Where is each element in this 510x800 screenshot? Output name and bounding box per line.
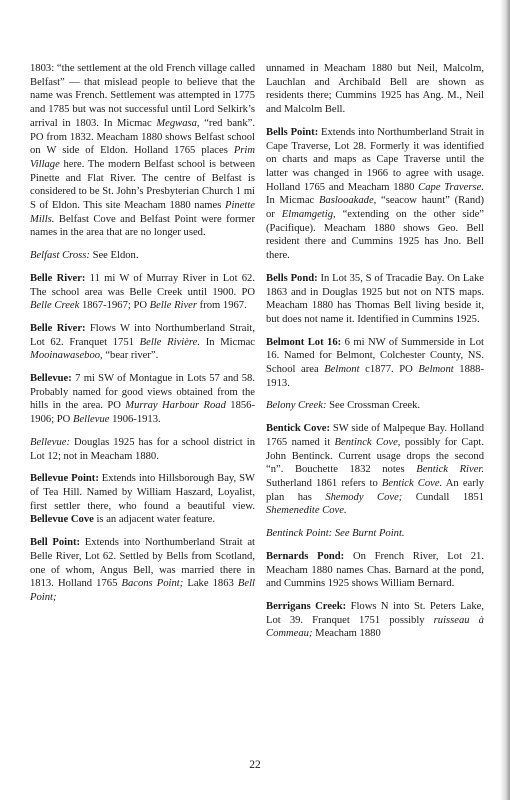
entry-text: Flows N into St. Peters Lake, Lot 39. Franquet 1751 possibly bbox=[266, 600, 485, 626]
entry-belle-river-2 bbox=[30, 322, 255, 363]
entry-text: possibly for Capt. John Bentinck. Current usage drops the second “n”. Bouchette 1832 notes bbox=[266, 436, 484, 476]
entry-text: In Micmac bbox=[266, 195, 319, 207]
entry-headword: Bellevue Point: bbox=[30, 473, 99, 485]
entry-bells-pond bbox=[266, 272, 484, 327]
entry-headword: Bentick Cove: bbox=[266, 423, 331, 435]
entry-text: SW side of Malpeque Bay. Holland 1765 named it bbox=[266, 423, 484, 448]
entry-text: Meacham 1880 bbox=[312, 628, 381, 640]
italic-name: Belle Creek bbox=[30, 300, 80, 312]
entry-bell-point bbox=[30, 536, 255, 605]
entry-text: “seacow haunt” (Rand) or bbox=[266, 195, 484, 221]
entry-bentick-cove bbox=[266, 422, 484, 518]
italic-name: Bacons Point; bbox=[121, 578, 184, 590]
entry-belle-river-1 bbox=[30, 272, 255, 313]
italic-name: Shemody Cove; bbox=[325, 491, 403, 503]
entry-text: Extends into Hillsborough Bay, SW of Tea Hill. Named by William Haszard, Loyalist, first settler there, who found a beautiful view. bbox=[30, 473, 255, 512]
entry-belfast-cross bbox=[30, 249, 255, 263]
italic-name: Baslooakade, bbox=[318, 195, 377, 207]
italic-name: Belmont bbox=[418, 364, 454, 376]
entry-belmont-lot-16 bbox=[266, 336, 484, 391]
entry-bell-point-cont bbox=[266, 62, 484, 117]
italic-name: Elmamgetig, bbox=[281, 209, 336, 221]
entry-text: Extends into Northumberland Strait at Belle River, Lot 62. Settled by Bells from Scotland, one of whom, Angus Bell, was married there in 1813. Holland 1765 bbox=[30, 537, 255, 590]
italic-name: Belmont bbox=[324, 364, 360, 376]
italic-name: ruisseau à Commeau; bbox=[266, 614, 484, 640]
italic-name: Bentick Cove. bbox=[381, 477, 443, 489]
entry-text: An early plan has bbox=[266, 477, 484, 503]
entry-text: In Micmac bbox=[200, 336, 255, 348]
italic-name: Mooinawaseboo, bbox=[30, 350, 103, 362]
entry-text: “red bank”. PO from 1832. Meacham 1880 shows Belfast school on W side of Eldon. Holland 1765 places bbox=[30, 117, 255, 157]
entry-text: In Lot 35, S of Tracadie Bay. On Lake 1863 and in Douglas 1925 but not on NTS maps. Meacham 1880 has Thomas Bell living beside it, but does not name it. Identified in Cummins 1925. bbox=[266, 272, 484, 325]
entry-text: Belfast Cove and Belfast Point were former names in the area that are no longer used. bbox=[30, 213, 255, 239]
left-column bbox=[30, 62, 255, 614]
page-number: 22 bbox=[249, 759, 261, 771]
entry-headword: Berrigans Creek: bbox=[266, 600, 347, 612]
entry-text: 11 mi W of Murray River in Lot 62. The school area was Belle Creek until 1900. PO bbox=[30, 272, 255, 298]
entry-text: 1803: “the settlement at the old French village called Belfast” — that mislead people to believe that the name was French. Settlement was attempted in 1775 and 1785 but was not successful until Lord Selkirk’s arrival in 1803. In Micmac bbox=[30, 63, 255, 129]
italic-name: Belle River bbox=[149, 300, 198, 312]
italic-name: Cape Traverse. bbox=[418, 181, 484, 193]
entry-headword: Belle River: bbox=[30, 322, 86, 334]
italic-name: Megwasa, bbox=[156, 117, 200, 129]
italic-name: Bellevue bbox=[72, 414, 110, 426]
italic-name: Bentick River. bbox=[416, 464, 484, 476]
entry-text: 6 mi NW of Summerside in Lot 16. Named for Belmont, Colchester County, NS. School area bbox=[266, 336, 485, 376]
entry-headword: Bells Pond: bbox=[266, 272, 318, 284]
entry-text: from 1967. bbox=[197, 300, 247, 312]
entry-text: unnamed in Meacham 1880 but Neil, Malcolm, Lauchlan and Archibald Bell are shown as residents there; Cummins 1925 has Ang. M., Neil and Malcolm Bell. bbox=[266, 63, 484, 116]
italic-name: Belony Creek: bbox=[266, 400, 327, 412]
entry-text: On French River, Lot 21. Meacham 1880 names Chas. Barnard at the pond, and Cummins 1925 shows William Bernard. bbox=[266, 550, 484, 590]
entry-headword: Belmont Lot 16: bbox=[266, 336, 342, 348]
entry-text: See Crossman Creek. bbox=[326, 400, 421, 412]
entry-bentinck-point bbox=[266, 527, 484, 541]
entry-headword: Belle River: bbox=[30, 272, 86, 284]
entry-text: “bear river”. bbox=[102, 350, 159, 362]
entry-headword: Bell Point: bbox=[30, 537, 81, 549]
entry-headword: Bellevue Cove bbox=[30, 514, 94, 526]
italic-name: Pinette Mills. bbox=[30, 200, 255, 225]
entry-bellevue-2 bbox=[30, 436, 255, 463]
entry-text: Flows W into Northumberland Strait, Lot 62. Franquet 1751 bbox=[30, 322, 255, 348]
entry-text: Extends into Northumberland Strait in Cape Traverse, Lot 28. Formerly it was identified on charts and maps as Cape Traverse until the latter was changed in 1966 to agree with usage. Holland 1765 and Meacham 1880 bbox=[266, 126, 484, 193]
entry-text: Lake 1863 bbox=[183, 578, 238, 590]
entry-text: 1888-1913. bbox=[266, 364, 485, 389]
italic-name: Belfast Cross: bbox=[30, 250, 90, 262]
entry-text: Cundall 1851 bbox=[402, 491, 485, 503]
italic-name: Bellevue: bbox=[30, 436, 70, 448]
entry-bernards-pond bbox=[266, 550, 484, 591]
entry-text: 1867-1967; PO bbox=[79, 300, 150, 312]
entry-headword: Bellevue: bbox=[30, 373, 72, 385]
entry-text: Sutherland 1861 refers to bbox=[266, 477, 382, 489]
italic-name: Prim Village bbox=[30, 145, 255, 170]
italic-name: Belle Rivière. bbox=[139, 336, 200, 348]
entry-text: See Eldon. bbox=[89, 250, 139, 262]
entry-text: 1906-1913. bbox=[109, 414, 161, 426]
entry-headword: Bernards Pond: bbox=[266, 550, 345, 562]
right-column bbox=[266, 62, 484, 650]
entry-text: 1856-1906; PO bbox=[30, 400, 256, 426]
entry-text: “extending on the other side” (Pacifique). Meacham 1880 shows Geo. Bell resident there and Cummins 1925 has Jno. Bell there. bbox=[266, 209, 484, 262]
entry-text: is an adjacent water feature. bbox=[93, 514, 216, 526]
italic-name: Shemenedite Cove. bbox=[266, 505, 347, 517]
italic-name: Bell Point; bbox=[30, 578, 255, 603]
entry-bells-point bbox=[266, 126, 484, 263]
entry-bellevue-1 bbox=[30, 372, 255, 427]
entry-text: Douglas 1925 has for a school district in Lot 12; not in Meacham 1880. bbox=[30, 436, 255, 462]
entry-belony-creek bbox=[266, 399, 484, 413]
entry-headword: Bells Point: bbox=[266, 126, 319, 138]
entry-belfast-cont bbox=[30, 62, 255, 240]
entry-bellevue-point bbox=[30, 472, 255, 527]
page-edge-shadow bbox=[500, 0, 510, 800]
italic-name: Bentinck Cove, bbox=[334, 436, 401, 448]
entry-text: 7 mi SW of Montague in Lots 57 and 58. Probably named for good views obtained from the hills in the area. PO bbox=[30, 373, 255, 412]
italic-name: Bentinck Point: See Burnt Point. bbox=[266, 528, 405, 540]
italic-name: Murray Harbour Road bbox=[125, 400, 226, 412]
entry-berrigans-creek bbox=[266, 600, 484, 641]
entry-text: here. The modern Belfast school is between Pinette and Flat River. The centre of Belfast is considered to be St. John’s Presbyterian Church 1 mi S of Eldon. This site Meacham 1880 names bbox=[30, 158, 255, 212]
entry-text: c1877. PO bbox=[359, 364, 419, 376]
